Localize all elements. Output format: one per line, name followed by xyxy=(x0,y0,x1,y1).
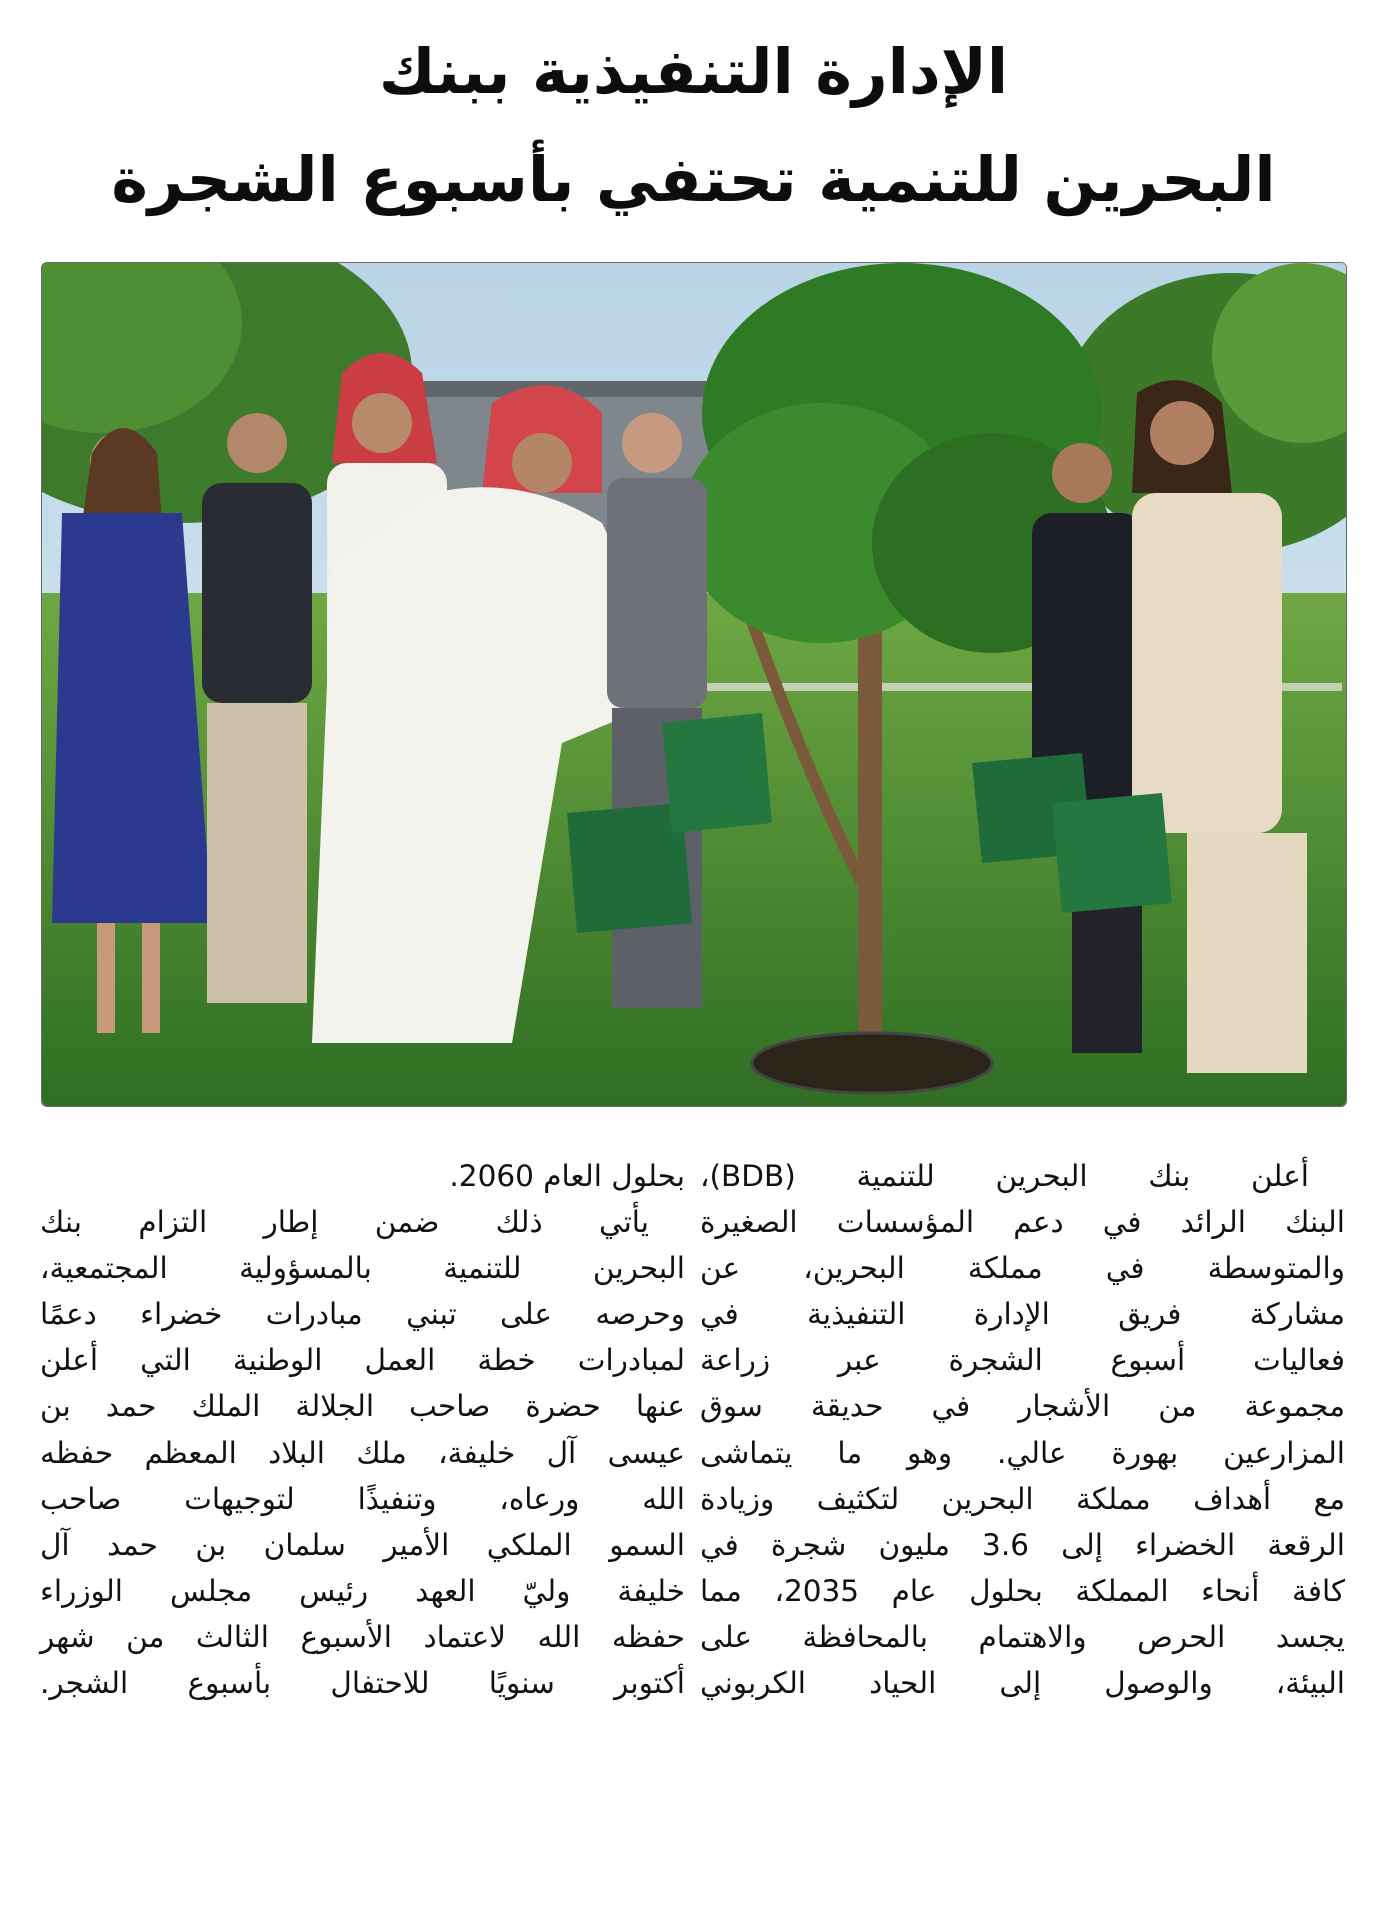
article-line: عنها حضرة صاحب الجلالة الملك حمد بن xyxy=(40,1389,685,1424)
article-line: يجسد الحرص والاهتمام بالمحافظة على xyxy=(700,1619,1345,1654)
article-line: بحلول العام 2060. xyxy=(449,1159,685,1193)
article-line: أعلن بنك البحرين للتنمية (BDB)، xyxy=(700,1159,1309,1193)
article-line: أكتوبر سنويًا للاحتفال بأسبوع الشجر. xyxy=(40,1666,685,1701)
article-line: السمو الملكي الأمير سلمان بن حمد آل xyxy=(40,1527,685,1562)
article-line: يأتي ذلك ضمن إطار التزام بنك xyxy=(40,1205,649,1240)
article-line: مجموعة من الأشجار في حديقة سوق xyxy=(700,1389,1345,1424)
headline-line-2: البحرين للتنمية تحتفي بأسبوع الشجرة xyxy=(111,143,1276,216)
article-line: مشاركة فريق الإدارة التنفيذية في xyxy=(700,1297,1345,1332)
article-line: خليفة وليّ العهد رئيس مجلس الوزراء xyxy=(40,1573,685,1608)
article-line: كافة أنحاء المملكة بحلول عام 2035، مما xyxy=(700,1573,1345,1608)
article-headline xyxy=(60,18,1327,234)
article-line: المزارعين بهورة عالي. وهو ما يتماشى xyxy=(700,1435,1345,1470)
article-photo xyxy=(41,262,1347,1107)
article-line: البيئة، والوصول إلى الحياد الكربوني xyxy=(700,1666,1345,1701)
article-line: الله ورعاه، وتنفيذًا لتوجيهات صاحب xyxy=(40,1481,685,1516)
article-line: البحرين للتنمية بالمسؤولية المجتمعية، xyxy=(40,1251,685,1286)
tree-planting-photo-illustration xyxy=(42,263,1346,1106)
article-line: لمبادرات خطة العمل الوطنية التي أعلن xyxy=(40,1343,685,1378)
article-column-left xyxy=(40,1153,685,1706)
article-line: البنك الرائد في دعم المؤسسات الصغيرة xyxy=(700,1205,1345,1240)
article-line: مع أهداف مملكة البحرين لتكثيف وزيادة xyxy=(700,1481,1345,1516)
article-line: والمتوسطة في مملكة البحرين، عن xyxy=(700,1251,1345,1286)
article-line: الرقعة الخضراء إلى 3.6 مليون شجرة في xyxy=(700,1527,1345,1562)
article-line: وحرصه على تبني مبادرات خضراء دعمًا xyxy=(40,1297,685,1332)
article-column-right xyxy=(700,1153,1345,1706)
headline-line-1: الإدارة التنفيذية ببنك xyxy=(378,35,1009,108)
article-line: فعاليات أسبوع الشجرة عبر زراعة xyxy=(700,1343,1345,1378)
article-line: حفظه الله لاعتماد الأسبوع الثالث من شهر xyxy=(40,1619,685,1654)
article-line: عيسى آل خليفة، ملك البلاد المعظم حفظه xyxy=(40,1435,685,1470)
